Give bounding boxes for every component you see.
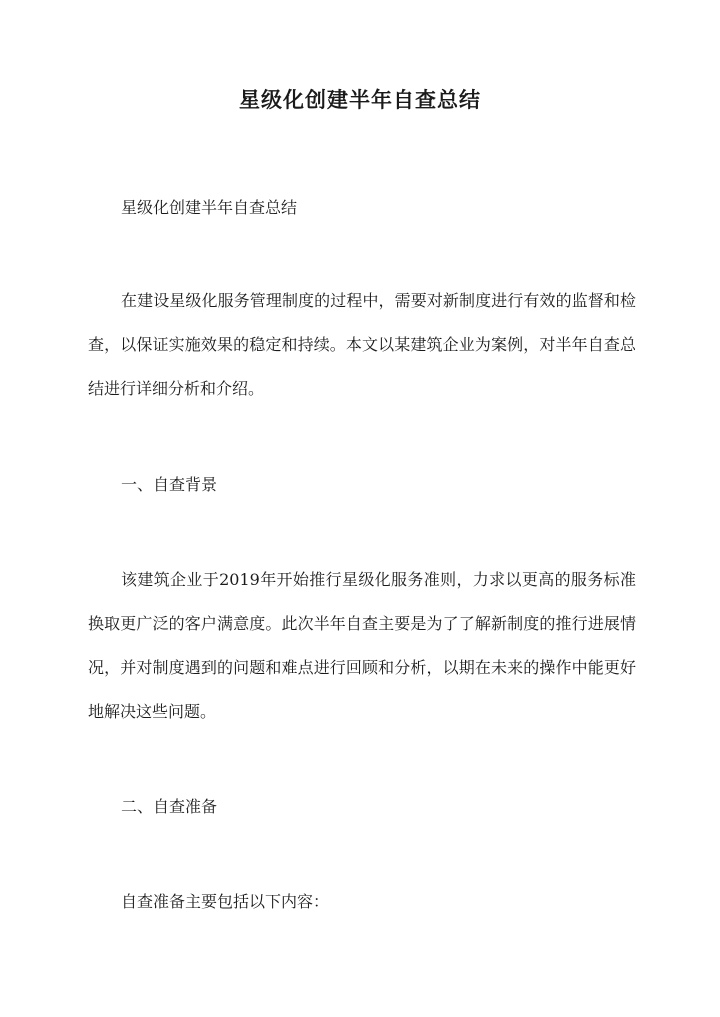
section-body-preparation: 自查准备主要包括以下内容： [121,892,330,911]
intro-paragraph: 在建设星级化服务管理制度的过程中，需要对新制度进行有效的监督和检查，以保证实施效果的稳定和持续。本文以某建筑企业为案例，对半年自查总结进行详细分析和介绍。 [88,291,636,398]
document-subtitle: 星级化创建半年自查总结 [121,198,298,217]
document-title: 星级化创建半年自查总结 [239,87,481,112]
section-body-background: 该建筑企业于2019年开始推行星级化服务准则，力求以更高的服务标准换取更广泛的客户满意度。此次半年自查主要是为了了解新制度的推行进展情况，并对制度遇到的问题和难点进行回顾和分析，以期在未来的操作中能更好地解决这些问题。 [88,570,636,721]
section-heading-background: 一、自查背景 [121,475,218,494]
section-heading-preparation: 二、自查准备 [121,797,218,816]
